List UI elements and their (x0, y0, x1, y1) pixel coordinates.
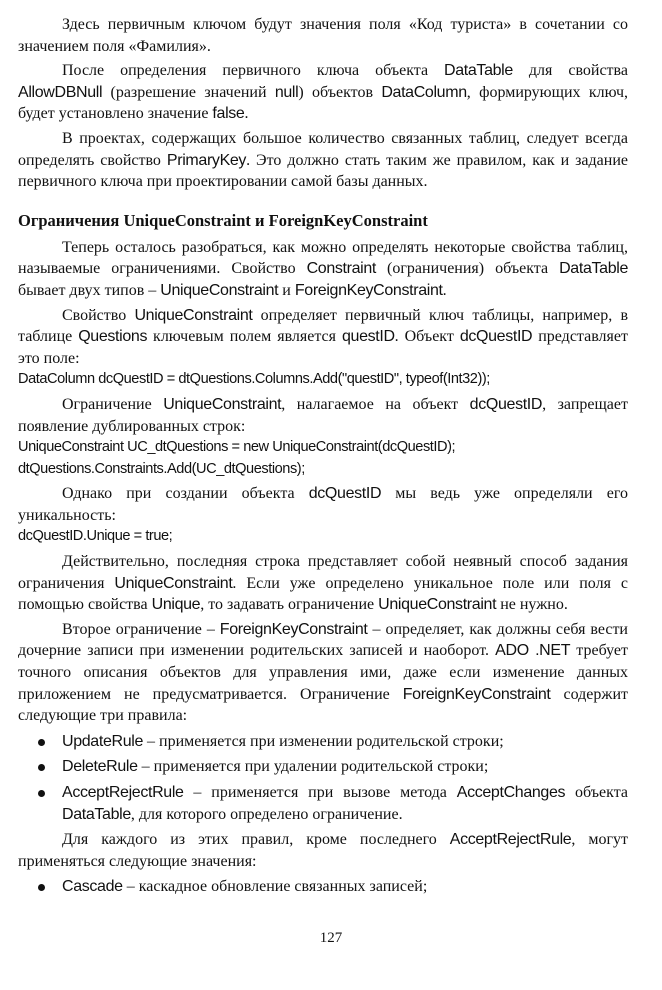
paragraph-foreignkeyconstraint: Второе ограничение – ForeignKeyConstraint – определяет, как должны себя вести дочерние записи при изменении родительских записей и наоборот. ADO .NET требует точного описания объектов для управления ими, даже если изменение данных приложением не предусматривается. Ограничение ForeignKeyConstraint содержит следующие три правила: (18, 620, 629, 725)
bullet-icon (38, 790, 45, 797)
code-line: UniqueConstraint UC_dtQuestions = new UniqueConstraint(dcQuestID); (18, 439, 456, 456)
paragraph-allowdbnull: После определения первичного ключа объекта DataTable для свойства AllowDBNull (разрешение значений null) объектов DataColumn, формирующих ключ, будет установлено значение false. (18, 62, 628, 123)
list-item: AcceptRejectRule – применяется при вызове метода AcceptChanges объекта DataTable, для которого определено ограничение. (18, 782, 628, 825)
page-body (18, 14, 628, 902)
paragraph-values-intro: Для каждого из этих правил, кроме последнего AcceptRejectRule, могут применяться следующие значения: (18, 831, 628, 870)
paragraph-constraints-intro: Теперь осталось разобраться, как можно определять некоторые свойства таблиц, называемые ограничениями. Свойство Constraint (ограничения) объекта DataTable бывает двух типов – UniqueConstraint и ForeignKeyConstraint. (18, 238, 628, 299)
section-heading: Ограничения UniqueConstraint и ForeignKeyConstraint (18, 210, 428, 230)
paragraph-implicit-constraint: Действительно, последняя строка представляет собой неявный способ задания ограничения UniqueConstraint. Если уже определено уникальное поле или поля с помощью свойства Unique, то задавать ограничение UniqueConstraint не нужно. (18, 553, 628, 614)
paragraph-primary-key-combo: Здесь первичным ключом будут значения поля «Код туриста» в сочетании со значением поля «Фамилия». (18, 16, 628, 55)
list-item: UpdateRule – применяется при изменении родительской строки; (18, 731, 628, 753)
paragraph-uniqueconstraint: Свойство UniqueConstraint определяет первичный ключ таблицы, например, в таблице Questions ключевым полем является questID. Объект dcQuestID представляет это поле: (18, 306, 629, 367)
list-item: Cascade – каскадное обновление связанных записей; (18, 876, 628, 898)
bullet-icon (38, 764, 45, 771)
values-list (18, 876, 628, 898)
code-line: dcQuestID.Unique = true; (18, 528, 173, 545)
rules-list (18, 731, 628, 825)
bullet-icon (38, 884, 45, 891)
paragraph-uc-restriction: Ограничение UniqueConstraint, налагаемое на объект dcQuestID, запрещает появление дублированных строк: (18, 395, 628, 435)
paragraph-primarykey-rule: В проектах, содержащих большое количество связанных таблиц, следует всегда определять свойство PrimaryKey. Это должно стать таким же правилом, как и задание первичного ключа при проектировании самой базы данных. (18, 129, 629, 191)
code-line: dtQuestions.Constraints.Add(UC_dtQuestions); (18, 460, 305, 477)
code-line: DataColumn dcQuestID = dtQuestions.Columns.Add("questID", typeof(Int32)); (18, 371, 490, 388)
bullet-icon (38, 739, 45, 746)
page-number: 127 (319, 930, 343, 946)
list-item: DeleteRule – применяется при удалении родительской строки; (18, 756, 628, 778)
paragraph-unique-already: Однако при создании объекта dcQuestID мы ведь уже определяли его уникальность: (18, 485, 629, 524)
